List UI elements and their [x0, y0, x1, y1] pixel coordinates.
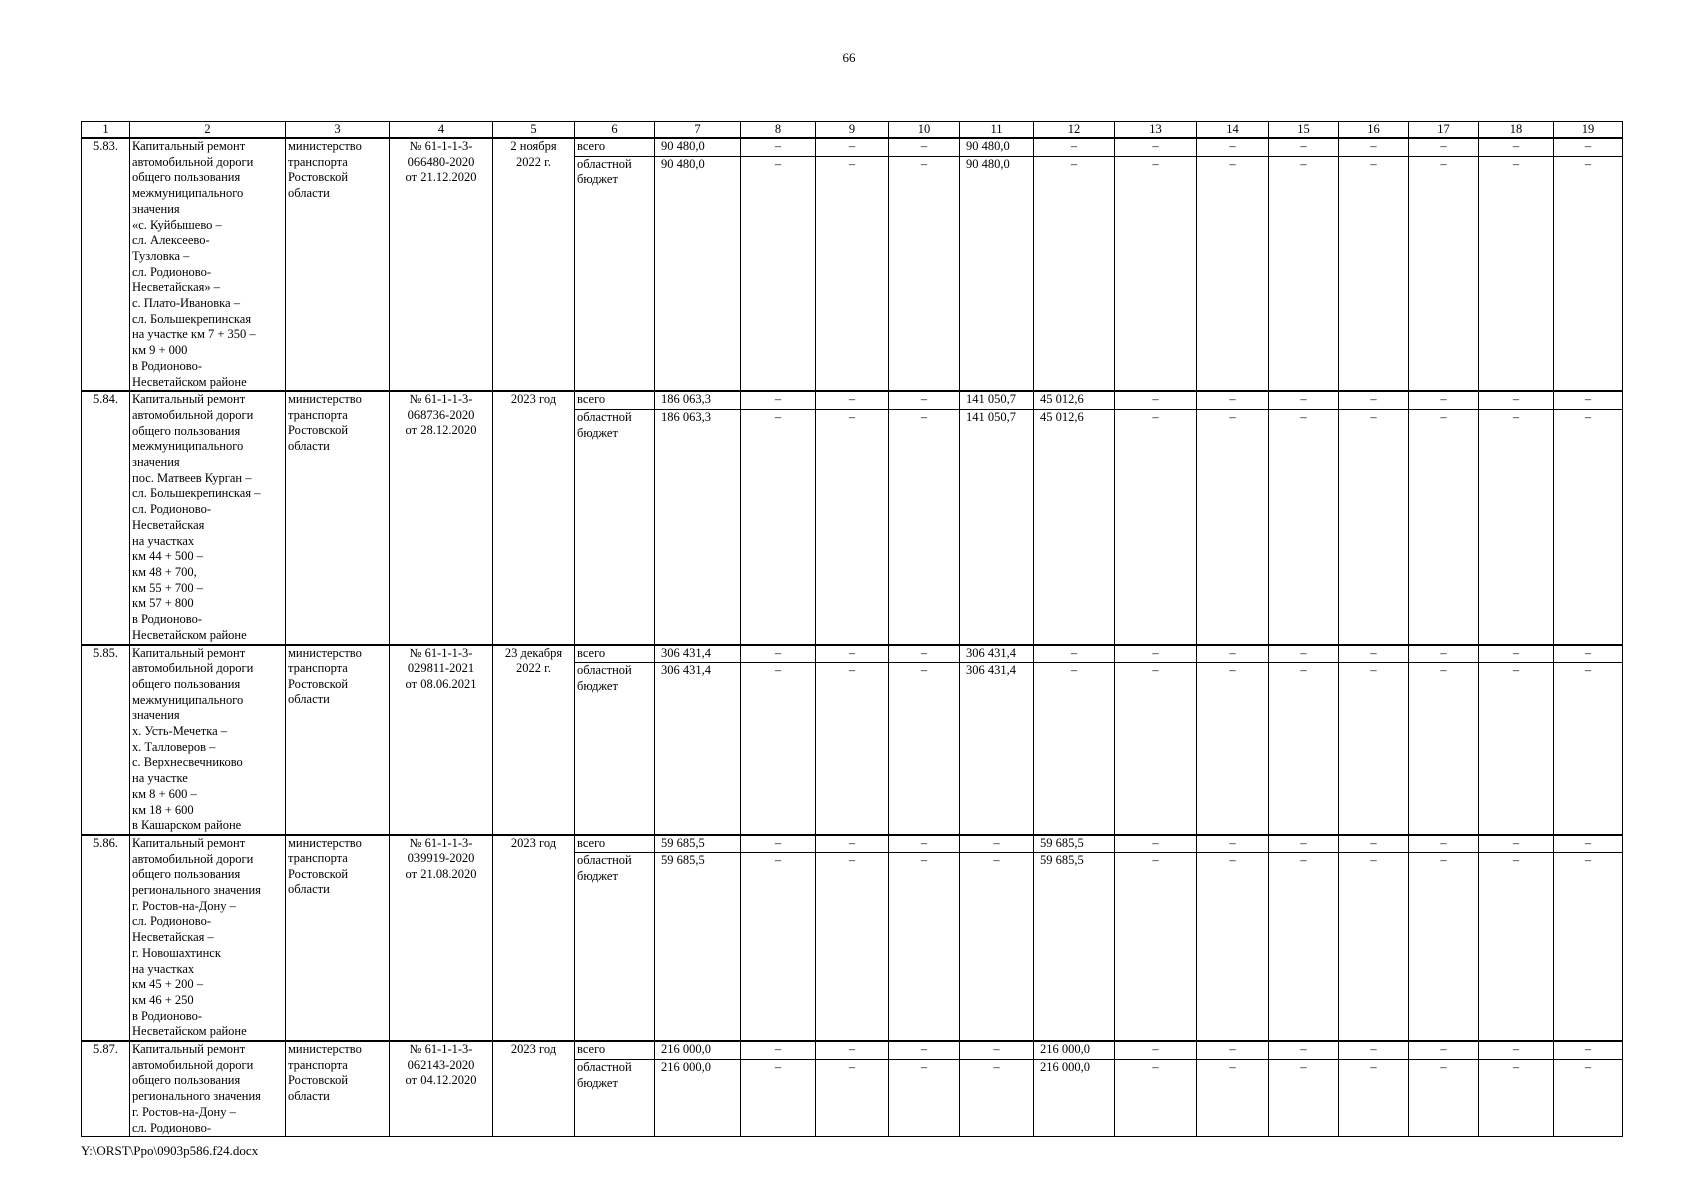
- empty-amount: –: [1339, 1041, 1409, 1060]
- empty-amount: –: [1197, 645, 1269, 663]
- row-number: 5.86.: [82, 835, 130, 1041]
- empty-amount: –: [1409, 645, 1479, 663]
- object-description-cell: [130, 835, 286, 1041]
- completion-date-cell: [493, 1041, 575, 1137]
- row-number: 5.87.: [82, 1041, 130, 1137]
- expertise-document: № 61-1-1-3- 066480-2020 от 21.12.2020: [405, 139, 477, 184]
- empty-amount: –: [1479, 410, 1554, 645]
- empty-amount: –: [1479, 853, 1554, 1042]
- empty-amount: –: [1339, 391, 1409, 410]
- completion-date-cell: [493, 645, 575, 835]
- empty-amount: –: [889, 645, 960, 663]
- empty-amount: –: [1115, 1041, 1197, 1060]
- amount-value: 141 050,7: [960, 410, 1034, 645]
- completion-date: 2 ноября 2022 г.: [510, 139, 557, 169]
- empty-amount: –: [889, 1041, 960, 1060]
- empty-amount: –: [1115, 138, 1197, 156]
- empty-amount: –: [1034, 138, 1115, 156]
- empty-amount: –: [1197, 835, 1269, 853]
- empty-amount: –: [1339, 138, 1409, 156]
- empty-amount: –: [889, 391, 960, 410]
- header-cell: 9: [816, 122, 889, 139]
- empty-amount: –: [1197, 853, 1269, 1042]
- empty-amount: –: [816, 1060, 889, 1137]
- object-description-cell: [130, 645, 286, 835]
- empty-amount: –: [1197, 1060, 1269, 1137]
- empty-amount: –: [816, 835, 889, 853]
- empty-amount: –: [1409, 1060, 1479, 1137]
- amount-value: 306 431,4: [655, 663, 741, 835]
- empty-amount: –: [1554, 156, 1623, 391]
- amount-value: 59 685,5: [655, 853, 741, 1042]
- empty-amount: –: [1115, 1060, 1197, 1137]
- empty-amount: –: [1479, 1041, 1554, 1060]
- empty-amount: –: [889, 410, 960, 645]
- object-description: Капитальный ремонт автомобильной дороги общего пользования межмуниципального значения х. Усть-Мечетка – х. Талловеров – с. Верхнесвечниково на участке км 8 + 600 – км 18 + 600 в Кашарском районе: [132, 645, 254, 833]
- object-description: Капитальный ремонт автомобильной дороги общего пользования межмуниципального значения пос. Матвеев Курган – сл. Большекрепинская – сл. Родионово- Несветайская на участках км 44 + 500 – км 48 + 700, км 55 + 700 – км 57 + 800 в Родионово- Несветайском районе: [132, 392, 261, 642]
- empty-amount: –: [741, 645, 816, 663]
- empty-amount: –: [1339, 835, 1409, 853]
- empty-amount: –: [1554, 1041, 1623, 1060]
- header-cell: 13: [1115, 122, 1197, 139]
- funding-source: областной бюджет: [575, 853, 655, 1042]
- empty-amount: –: [1197, 1041, 1269, 1060]
- empty-amount: –: [1409, 410, 1479, 645]
- responsible-body-cell: [286, 645, 390, 835]
- empty-amount: –: [1409, 156, 1479, 391]
- empty-amount: –: [1115, 645, 1197, 663]
- header-cell: 11: [960, 122, 1034, 139]
- footer-file-path: Y:\ORST\Ppo\0903p586.f24.docx: [81, 1143, 259, 1158]
- header-cell: 18: [1479, 122, 1554, 139]
- expertise-document-cell: [390, 1041, 493, 1137]
- empty-amount: –: [1269, 138, 1339, 156]
- empty-amount: –: [741, 156, 816, 391]
- expertise-document: № 61-1-1-3- 029811-2021 от 08.06.2021: [405, 645, 477, 691]
- amount-value: 306 431,4: [960, 645, 1034, 663]
- funding-source: областной бюджет: [575, 410, 655, 645]
- table-body: [82, 122, 1623, 1137]
- completion-date-cell: [493, 138, 575, 391]
- amount-value: 216 000,0: [655, 1041, 741, 1060]
- page-number: 66: [842, 50, 856, 65]
- empty-amount: –: [1269, 1041, 1339, 1060]
- object-description-cell: [130, 391, 286, 644]
- empty-amount: –: [1269, 663, 1339, 835]
- empty-amount: –: [1269, 835, 1339, 853]
- empty-amount: –: [1554, 391, 1623, 410]
- completion-date: 2023 год: [510, 1042, 557, 1057]
- empty-amount: –: [1269, 156, 1339, 391]
- header-cell: 6: [575, 122, 655, 139]
- amount-value: 216 000,0: [1034, 1041, 1115, 1060]
- responsible-body: министерство транспорта Ростовской области: [288, 645, 362, 706]
- expertise-document-cell: [390, 391, 493, 644]
- completion-date-cell: [493, 391, 575, 644]
- empty-amount: –: [1479, 156, 1554, 391]
- table-row: [82, 645, 1623, 663]
- empty-amount: –: [1197, 138, 1269, 156]
- amount-value: 306 431,4: [655, 645, 741, 663]
- empty-amount: –: [1269, 410, 1339, 645]
- empty-amount: –: [1409, 138, 1479, 156]
- table-row: [82, 391, 1623, 410]
- object-description: Капитальный ремонт автомобильной дороги общего пользования регионального значения г. Ростов-на-Дону – сл. Родионово- Несветайская – г. Новошахтинск на участках км 45 + 200 – км 46 + 250 в Родионово- Несветайском районе: [132, 835, 261, 1039]
- empty-amount: –: [741, 663, 816, 835]
- empty-amount: –: [960, 853, 1034, 1042]
- empty-amount: –: [1197, 156, 1269, 391]
- empty-amount: –: [1269, 853, 1339, 1042]
- header-row: [82, 122, 1623, 139]
- empty-amount: –: [741, 853, 816, 1042]
- completion-date: 23 декабря 2022 г.: [504, 645, 563, 675]
- funding-source: всего: [575, 645, 655, 663]
- empty-amount: –: [816, 645, 889, 663]
- empty-amount: –: [960, 1060, 1034, 1137]
- empty-amount: –: [1554, 853, 1623, 1042]
- responsible-body-cell: [286, 835, 390, 1041]
- amount-value: 45 012,6: [1034, 410, 1115, 645]
- empty-amount: –: [1479, 835, 1554, 853]
- empty-amount: –: [1269, 1060, 1339, 1137]
- empty-amount: –: [1479, 663, 1554, 835]
- header-cell: 5: [493, 122, 575, 139]
- header-cell: 16: [1339, 122, 1409, 139]
- completion-date-cell: [493, 835, 575, 1041]
- empty-amount: –: [1409, 835, 1479, 853]
- amount-value: 216 000,0: [655, 1060, 741, 1137]
- funding-source: всего: [575, 391, 655, 410]
- funding-source: областной бюджет: [575, 663, 655, 835]
- table-row: [82, 1041, 1623, 1060]
- empty-amount: –: [1554, 645, 1623, 663]
- empty-amount: –: [960, 1041, 1034, 1060]
- empty-amount: –: [1479, 1060, 1554, 1137]
- empty-amount: –: [741, 1041, 816, 1060]
- empty-amount: –: [1339, 1060, 1409, 1137]
- header-cell: 14: [1197, 122, 1269, 139]
- responsible-body: министерство транспорта Ростовской области: [288, 392, 362, 453]
- header-cell: 15: [1269, 122, 1339, 139]
- header-cell: 3: [286, 122, 390, 139]
- empty-amount: –: [889, 1060, 960, 1137]
- empty-amount: –: [889, 835, 960, 853]
- header-cell: 17: [1409, 122, 1479, 139]
- amount-value: 306 431,4: [960, 663, 1034, 835]
- funding-source: всего: [575, 835, 655, 853]
- empty-amount: –: [1339, 410, 1409, 645]
- empty-amount: –: [1554, 663, 1623, 835]
- empty-amount: –: [1409, 391, 1479, 410]
- empty-amount: –: [1115, 853, 1197, 1042]
- object-description: Капитальный ремонт автомобильной дороги общего пользования межмуниципального значения «с. Куйбышево – сл. Алексеево- Тузловка – сл. Родионово- Несветайская» – с. Плато-Ивановка – сл. Большекрепинская на участке км 7 + 350 – км 9 + 000 в Родионово- Несветайском районе: [132, 139, 256, 389]
- empty-amount: –: [1115, 835, 1197, 853]
- expertise-document-cell: [390, 138, 493, 391]
- amount-value: 90 480,0: [655, 156, 741, 391]
- budget-table: [81, 121, 1623, 1137]
- completion-date: 2023 год: [510, 392, 557, 407]
- empty-amount: –: [1339, 645, 1409, 663]
- funding-source: областной бюджет: [575, 1060, 655, 1137]
- empty-amount: –: [889, 138, 960, 156]
- empty-amount: –: [1339, 663, 1409, 835]
- row-number: 5.85.: [82, 645, 130, 835]
- empty-amount: –: [1479, 138, 1554, 156]
- responsible-body-cell: [286, 138, 390, 391]
- empty-amount: –: [889, 853, 960, 1042]
- header-cell: 8: [741, 122, 816, 139]
- empty-amount: –: [1115, 663, 1197, 835]
- amount-value: 59 685,5: [1034, 835, 1115, 853]
- empty-amount: –: [1197, 391, 1269, 410]
- empty-amount: –: [1554, 835, 1623, 853]
- empty-amount: –: [1115, 156, 1197, 391]
- completion-date: 2023 год: [510, 835, 557, 850]
- expertise-document: № 61-1-1-3- 039919-2020 от 21.08.2020: [405, 835, 477, 881]
- amount-value: 90 480,0: [960, 138, 1034, 156]
- row-number: 5.84.: [82, 391, 130, 644]
- header-cell: 10: [889, 122, 960, 139]
- header-cell: 2: [130, 122, 286, 139]
- empty-amount: –: [741, 138, 816, 156]
- row-number: 5.83.: [82, 138, 130, 391]
- table-row: [82, 138, 1623, 156]
- object-description-cell: [130, 138, 286, 391]
- amount-value: 186 063,3: [655, 391, 741, 410]
- amount-value: 141 050,7: [960, 391, 1034, 410]
- header-cell: 1: [82, 122, 130, 139]
- empty-amount: –: [889, 663, 960, 835]
- amount-value: 186 063,3: [655, 410, 741, 645]
- empty-amount: –: [741, 391, 816, 410]
- empty-amount: –: [1554, 138, 1623, 156]
- empty-amount: –: [1409, 1041, 1479, 1060]
- empty-amount: –: [816, 663, 889, 835]
- empty-amount: –: [1269, 645, 1339, 663]
- empty-amount: –: [1409, 663, 1479, 835]
- empty-amount: –: [1034, 663, 1115, 835]
- responsible-body: министерство транспорта Ростовской области: [288, 1042, 362, 1103]
- empty-amount: –: [1339, 853, 1409, 1042]
- responsible-body: министерство транспорта Ростовской области: [288, 835, 362, 897]
- empty-amount: –: [816, 1041, 889, 1060]
- empty-amount: –: [1554, 410, 1623, 645]
- funding-source: всего: [575, 138, 655, 156]
- empty-amount: –: [741, 410, 816, 645]
- amount-value: 90 480,0: [655, 138, 741, 156]
- empty-amount: –: [1479, 645, 1554, 663]
- amount-value: 90 480,0: [960, 156, 1034, 391]
- empty-amount: –: [1554, 1060, 1623, 1137]
- expertise-document: № 61-1-1-3- 062143-2020 от 04.12.2020: [405, 1042, 477, 1088]
- empty-amount: –: [1409, 853, 1479, 1042]
- object-description-cell: [130, 1041, 286, 1137]
- funding-source: всего: [575, 1041, 655, 1060]
- amount-value: 216 000,0: [1034, 1060, 1115, 1137]
- empty-amount: –: [1197, 663, 1269, 835]
- header-cell: 4: [390, 122, 493, 139]
- empty-amount: –: [741, 835, 816, 853]
- empty-amount: –: [1197, 410, 1269, 645]
- empty-amount: –: [1269, 391, 1339, 410]
- budget-table-container: [81, 121, 1623, 1137]
- empty-amount: –: [1115, 391, 1197, 410]
- responsible-body-cell: [286, 391, 390, 644]
- empty-amount: –: [816, 391, 889, 410]
- object-description: Капитальный ремонт автомобильной дороги общего пользования регионального значения г. Ростов-на-Дону – сл. Родионово-: [132, 1042, 261, 1135]
- responsible-body-cell: [286, 1041, 390, 1137]
- empty-amount: –: [816, 156, 889, 391]
- amount-value: 45 012,6: [1034, 391, 1115, 410]
- header-cell: 19: [1554, 122, 1623, 139]
- funding-source: областной бюджет: [575, 156, 655, 391]
- empty-amount: –: [1034, 645, 1115, 663]
- expertise-document-cell: [390, 645, 493, 835]
- amount-value: 59 685,5: [655, 835, 741, 853]
- header-cell: 7: [655, 122, 741, 139]
- header-cell: 12: [1034, 122, 1115, 139]
- empty-amount: –: [960, 835, 1034, 853]
- empty-amount: –: [816, 410, 889, 645]
- empty-amount: –: [1339, 156, 1409, 391]
- empty-amount: –: [741, 1060, 816, 1137]
- empty-amount: –: [816, 853, 889, 1042]
- expertise-document: № 61-1-1-3- 068736-2020 от 28.12.2020: [405, 392, 477, 438]
- expertise-document-cell: [390, 835, 493, 1041]
- amount-value: 59 685,5: [1034, 853, 1115, 1042]
- empty-amount: –: [1479, 391, 1554, 410]
- empty-amount: –: [889, 156, 960, 391]
- table-row: [82, 835, 1623, 853]
- empty-amount: –: [816, 138, 889, 156]
- empty-amount: –: [1034, 156, 1115, 391]
- empty-amount: –: [1115, 410, 1197, 645]
- responsible-body: министерство транспорта Ростовской области: [288, 139, 362, 200]
